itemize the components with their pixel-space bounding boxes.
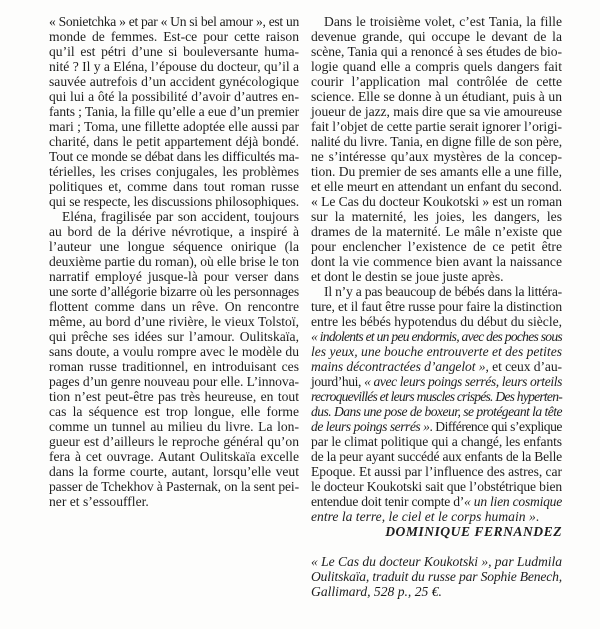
text-line: passer de Tchekhov à Pasternak, on la sent pei- [49,479,299,494]
text-line: l’auteur une longue séquence onirique (la [49,239,299,254]
text-line [311,494,562,509]
text-line: pour enclencher l’existence de ce petit être [311,239,562,254]
text-fragment: jourd’hui, [311,374,365,389]
quote-fragment: « avec leurs poings serrés, leurs orteils [364,374,562,389]
text-line: fants ; Tania, la fille qu’elle a eue d’un premier [49,104,299,119]
text-line: par le climat politique qui a changé, les enfants [311,434,562,449]
text-line: ture, et il faut être russe pour faire la distinction [311,299,562,314]
text-line: une sorte d’allégorie bizarre où les personnages [49,284,299,299]
text-line: charité, dans le petit appartement déjà bondé. [49,134,299,149]
quote-line: dus. Dans une pose de boxeur, se protégeant la tête [311,404,562,419]
text-line: qu’il est pétri d’une si bouleversante huma- [49,44,299,59]
text-line: Il n’y a pas beaucoup de bébés dans la littéra- [324,284,562,299]
text-line: narratif employé jusque-là pour verser dans [49,269,299,284]
text-line: mari ; Toma, une fillette adoptée elle aussi par [49,119,299,134]
text-line: sur la maternité, les joies, les dangers, les [311,209,562,224]
text-line: Tout ce monde se débat dans les difficultés ma- [49,149,299,164]
article-left-column [49,14,299,509]
text-fragment: entendue doit tenir compte d’ [311,494,465,509]
text-line: qui se respecte, les discussions philosophiques. [49,194,299,209]
text-line: tion n’est peut-être pas très heureuse, en tout [49,389,299,404]
text-line: politiques et, comme dans tout roman russe [49,179,299,194]
text-line: ner et s’essouffler. [49,494,149,509]
book-credit-line: « Le Cas du docteur Koukotski », par Ludmila [311,554,562,569]
text-line: joueur de jazz, mais dire que sa vie amoureuse [311,104,562,119]
text-line: le docteur Koukotski sait que l’obstétrique bien [311,479,562,494]
text-line: de la peur ayant succédé aux enfants de la Belle [311,449,562,464]
text-line: même, au bord d’une rivière, le vieux Tolstoï, [49,314,299,329]
text-line: Eléna, fragilisée par son accident, toujours [62,209,299,224]
text-line: térielles, les crises conjugales, les problèmes [49,164,299,179]
book-credit-line: Gallimard, 528 p., 25 €. [311,584,442,599]
text-line: et elle meurt en attendant un enfant du second. [311,179,562,194]
text-line: Dans le troisième volet, c’est Tania, la fille [324,14,562,29]
quote-fragment: « un lien cosmique [464,494,563,509]
text-line: qui lui a ôté la possibilité d’avoir d’autres en- [49,89,299,104]
text-line [311,374,562,389]
text-line: flottent comme dans un rêve. On rencontre [49,299,299,314]
text-line: fait l’objet de cette partie serait ignorer l’origi- [311,119,562,134]
text-line [311,509,562,524]
quote-line: les yeux, une bouche entrouverte et des petites [311,344,562,359]
text-line [311,419,562,434]
text-line: pages d’un genre nouveau pour elle. L’innova- [49,374,299,389]
quote-fragment: entre la terre, le ciel et le corps humain » [311,509,536,524]
text-line: qui prêche ses idées sur l’amour. Oulitskaïa, [49,329,299,344]
text-line: courir l’application mal contrôlée de cette [311,74,562,89]
text-line: sauvée autrefois d’un accident gynécologique [49,74,299,89]
text-line: et dont le destin se joue juste après. [311,269,504,284]
text-line: scène, Tania qui a renoncé à ses études de bio- [311,44,562,59]
text-line: tion. Du premier de ses amants elle a une fille, [311,164,562,179]
text-line: Epoque. Et aussi par l’influence des astres, car [311,464,562,479]
quote-fragment: de leurs poings serrés » [311,419,430,434]
quote-fragment: mains décontractées d’angelot » [311,359,486,374]
text-fragment: . Différence qui s’explique [429,419,562,434]
text-line: « Sonietchka » et par « Un si bel amour », est un [49,14,299,29]
author-signature: DOMINIQUE FERNANDEZ [385,524,562,539]
text-line: « Le Cas du docteur Koukotski » est un roman [311,194,562,209]
text-line: deuxième partie du roman), où elle brise le ton [49,254,299,269]
text-line: nité ? Il y a Eléna, l’épouse du docteur, qu’il a [49,59,299,74]
quote-line: recroquevillés et leurs muscles crispés. Des hyperten- [311,389,562,404]
quote-line: « indolents et un peu endormis, avec des poches sous [311,329,562,344]
text-line: nalité du livre. Tania, en digne fille de son père, [311,134,562,149]
text-line: comme un tunnel au milieu du livre. La lon- [49,419,299,434]
book-credit-line: Oulitskaïa, traduit du russe par Sophie Benech, [311,569,562,584]
text-line: roman russe traditionnel, en introduisant ces [49,359,299,374]
text-line: sans doute, a voulu rompre avec le modèle du [49,344,299,359]
text-line: science. Elle se donne à un étudiant, puis à un [311,89,562,104]
text-line: gueur est d’ailleurs le reproche général qu’on [49,434,299,449]
text-fragment: . [535,509,540,524]
article-right-column [311,14,562,599]
text-line [311,359,562,374]
text-line: monde de femmes. Est-ce pour cette raison [49,29,299,44]
text-line: dans la forme courte, autant, lorsqu’elle veut [49,464,299,479]
text-line: drames de la maternité. Le mâle n’existe que [311,224,562,239]
text-line: au bord de la dérive névrotique, a inspiré à [49,224,299,239]
text-line: fera à cet ouvrage. Autant Oulitskaïa excelle [49,449,299,464]
text-line: ne s’intéresse qu’aux mystères de la concep- [311,149,562,164]
text-line: devenue grande, qui occupe le devant de la [311,29,562,44]
text-line: logie quand elle a compris quels dangers fait [311,59,562,74]
text-line: entre les bébés hypotendus du début du siècle, [311,314,562,329]
text-line: cas la séquence est trop longue, elle forme [49,404,299,419]
spacer [311,539,562,554]
text-line: dont la vie commence bien avant la naissance [311,254,562,269]
text-fragment: , et ceux d’au- [485,359,563,374]
